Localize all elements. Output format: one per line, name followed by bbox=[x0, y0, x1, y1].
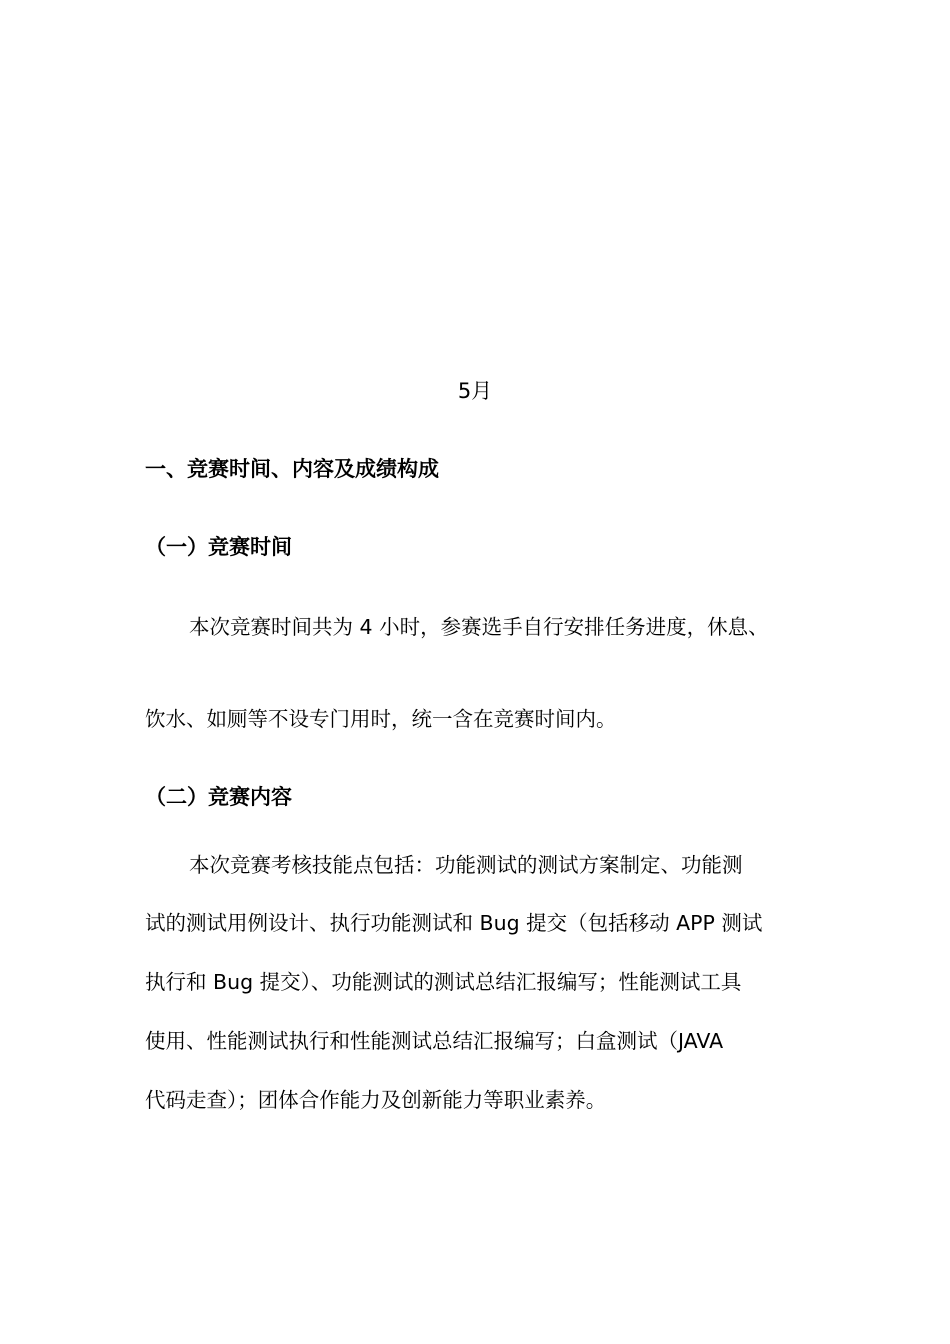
paragraph-line: 本次竞赛时间共为 4 小时，参赛选手自行安排任务进度，休息、 bbox=[189, 615, 769, 639]
subsection-heading-time: （一）竞赛时间 bbox=[145, 535, 292, 559]
paragraph-line: 试的测试用例设计、执行功能测试和 Bug 提交（包括移动 APP 测试 bbox=[145, 911, 763, 935]
subsection-heading-content: （二）竞赛内容 bbox=[145, 785, 292, 809]
section-heading: 一、竞赛时间、内容及成绩构成 bbox=[145, 457, 439, 481]
paragraph-line: 执行和 Bug 提交）、功能测试的测试总结汇报编写；性能测试工具 bbox=[145, 970, 742, 994]
document-date: 5月 bbox=[457, 379, 493, 403]
paragraph-line: 使用、性能测试执行和性能测试总结汇报编写；白盒测试（JAVA bbox=[145, 1029, 724, 1053]
paragraph-line: 代码走查）；团体合作能力及创新能力等职业素养。 bbox=[145, 1088, 607, 1112]
paragraph-line: 饮水、如厕等不设专门用时，统一含在竞赛时间内。 bbox=[145, 707, 617, 731]
paragraph-line: 本次竞赛考核技能点包括：功能测试的测试方案制定、功能测 bbox=[189, 853, 743, 877]
